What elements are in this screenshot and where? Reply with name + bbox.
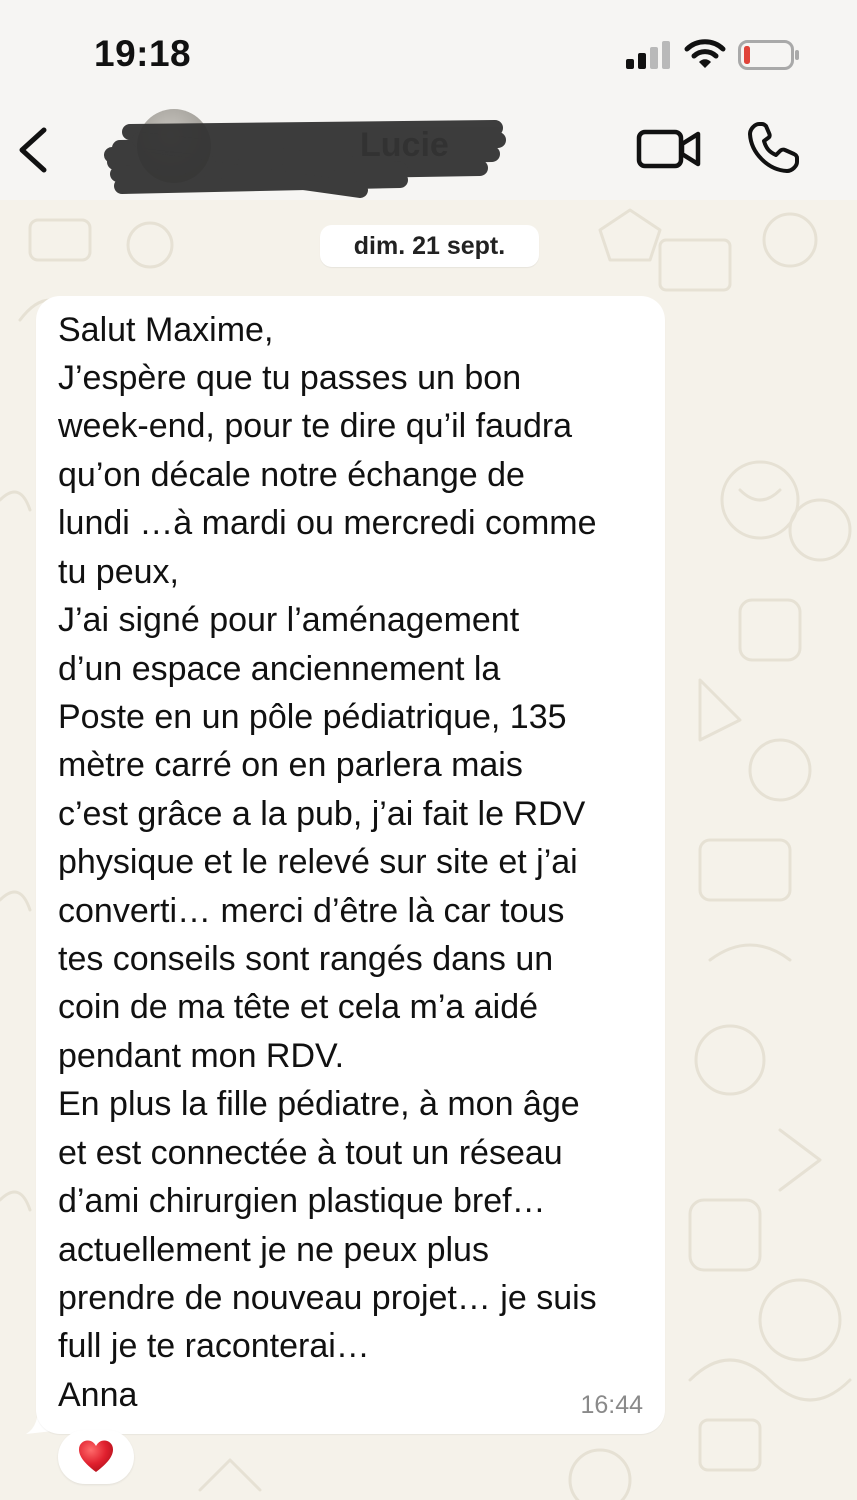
video-camera-icon xyxy=(639,132,698,166)
message-line: week-end, pour te dire qu’il faudra xyxy=(58,407,573,445)
message-line: lundi …à mardi ou mercredi comme xyxy=(58,504,597,542)
message-line: J’ai signé pour l’aménagement xyxy=(58,601,520,639)
message-line: tu peux, xyxy=(58,553,179,591)
message-line: Salut Maxime, xyxy=(58,311,274,349)
video-call-button[interactable] xyxy=(636,126,702,172)
message-line: pendant mon RDV. xyxy=(58,1037,345,1075)
status-bar xyxy=(0,0,857,100)
message-line: converti… merci d’être là car tous xyxy=(58,892,565,930)
phone-icon xyxy=(750,124,797,171)
battery-low-icon xyxy=(738,40,800,70)
status-time: 19:18 xyxy=(94,33,192,74)
redaction-scribble xyxy=(100,110,510,200)
message-line: J’espère que tu passes un bon xyxy=(58,359,522,397)
message-line: coin de ma tête et cela m’a aidé xyxy=(58,988,539,1026)
back-button[interactable] xyxy=(12,124,56,176)
message-line: Poste en un pôle pédiatrique, 135 xyxy=(58,698,567,736)
message-signature: Anna xyxy=(58,1376,138,1414)
message-line: d’ami chirurgien plastique bref… xyxy=(58,1182,546,1220)
heart-icon xyxy=(78,1439,114,1475)
message-line: et est connectée à tout un réseau xyxy=(58,1134,563,1172)
message-line: En plus la fille pédiatre, à mon âge xyxy=(58,1085,580,1123)
message-line: c’est grâce a la pub, j’ai fait le RDV xyxy=(58,795,586,833)
message-line: qu’on décale notre échange de xyxy=(58,456,525,494)
message-timestamp: 16:44 xyxy=(580,1391,643,1419)
chevron-left-icon xyxy=(22,130,44,170)
chat-header xyxy=(0,100,857,200)
wifi-icon xyxy=(684,38,726,70)
reaction-badge[interactable] xyxy=(58,1430,134,1484)
message-line: mètre carré on en parlera mais xyxy=(58,746,523,784)
message-line: tes conseils sont rangés dans un xyxy=(58,940,554,978)
cellular-signal-icon xyxy=(626,41,672,69)
date-separator: dim. 21 sept. xyxy=(320,225,539,267)
incoming-message-bubble[interactable] xyxy=(36,296,665,1434)
message-line: d’un espace anciennement la xyxy=(58,650,501,688)
voice-call-button[interactable] xyxy=(745,120,801,176)
message-line: physique et le relevé sur site et j’ai xyxy=(58,843,578,881)
message-line: actuellement je ne peux plus xyxy=(58,1231,489,1269)
message-line: prendre de nouveau projet… je suis xyxy=(58,1279,597,1317)
message-line: full je te raconterai… xyxy=(58,1327,370,1365)
contact-name[interactable]: Lucie xyxy=(360,126,449,164)
